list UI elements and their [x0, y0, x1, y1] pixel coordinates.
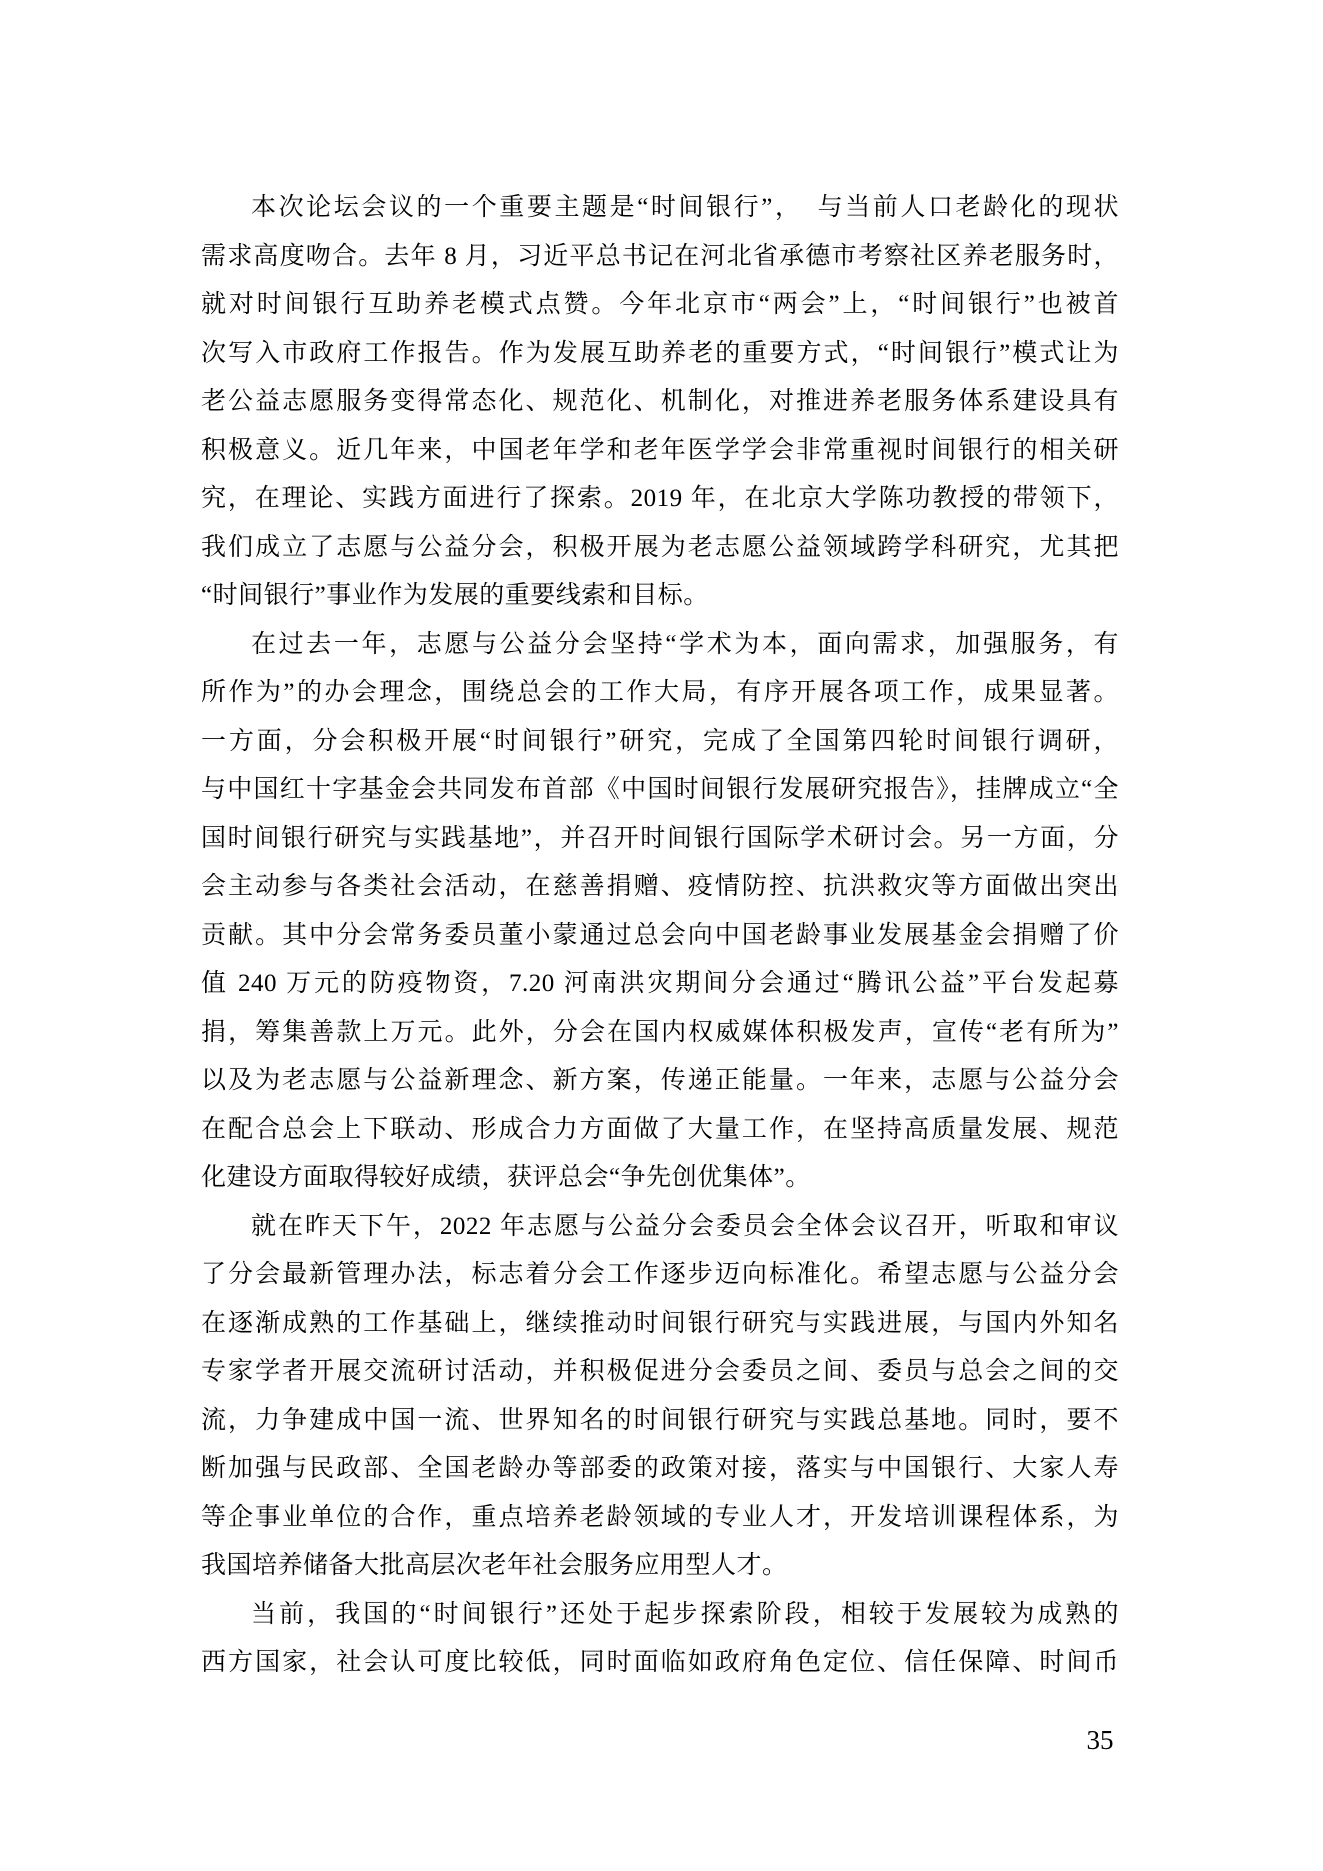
text-line-p1-l6: 积极意义。近几年来，中国老年学和老年医学学会非常重视时间银行的相关研	[201, 436, 1119, 464]
text-line-p3-l4: 专家学者开展交流研讨活动，并积极促进分会委员之间、委员与总会之间的交	[201, 1358, 1119, 1385]
text-line-p1-l5: 老公益志愿服务变得常态化、规范化、机制化，对推进养老服务体系建设具有	[201, 388, 1119, 415]
text-line-p1-l7: 究，在理论、实践方面进行了探索。2019 年，在北京大学陈功教授的带领下，	[201, 485, 1119, 512]
text-line-p2-l6: 会主动参与各类社会活动，在慈善捐赠、疫情防控、抗洪救灾等方面做出突出	[201, 873, 1119, 900]
text-line-p2-l10: 以及为老志愿与公益新理念、新方案，传递正能量。一年来，志愿与公益分会	[201, 1067, 1119, 1094]
text-line-p2-l7: 贡献。其中分会常务委员董小蒙通过总会向中国老龄事业发展基金会捐赠了价	[201, 921, 1119, 949]
text-line-p2-l9: 捐，筹集善款上万元。此外，分会在国内权威媒体积极发声，宣传“老有所为”	[201, 1018, 1119, 1046]
text-line-p3-l6: 断加强与民政部、全国老龄办等部委的政策对接，落实与中国银行、大家人寿	[201, 1455, 1119, 1482]
text-line-p2-l2: 所作为”的办会理念，围绕总会的工作大局，有序开展各项工作，成果显著。	[201, 679, 1119, 706]
text-line-p1-l3: 就对时间银行互助养老模式点赞。今年北京市“两会”上，“时间银行”也被首	[201, 291, 1119, 318]
text-line-p4-l1: 当前，我国的“时间银行”还处于起步探索阶段，相较于发展较为成熟的	[251, 1600, 1119, 1628]
text-line-p4-l2: 西方国家，社会认可度比较低，同时面临如政府角色定位、信任保障、时间币	[201, 1649, 1119, 1676]
text-line-p3-l1: 就在昨天下午，2022 年志愿与公益分会委员会全体会议召开，听取和审议	[251, 1212, 1119, 1240]
text-line-p3-l2: 了分会最新管理办法，标志着分会工作逐步迈向标准化。希望志愿与公益分会	[201, 1261, 1119, 1288]
text-line-p1-l1: 本次论坛会议的一个重要主题是“时间银行”， 与当前人口老龄化的现状	[251, 194, 1119, 221]
text-line-p1-l4: 次写入市政府工作报告。作为发展互助养老的重要方式，“时间银行”模式让为	[201, 339, 1119, 367]
text-line-p1-l8: 我们成立了志愿与公益分会，积极开展为老志愿公益领域跨学科研究，尤其把	[201, 533, 1119, 561]
text-line-p1-l2: 需求高度吻合。去年 8 月，习近平总书记在河北省承德市考察社区养老服务时，	[201, 242, 1119, 270]
text-line-p3-l8: 我国培养储备大批高层次老年社会服务应用型人才。	[201, 1552, 788, 1579]
text-line-p3-l5: 流，力争建成中国一流、世界知名的时间银行研究与实践总基地。同时，要不	[201, 1406, 1119, 1434]
text-line-p2-l3: 一方面，分会积极开展“时间银行”研究，完成了全国第四轮时间银行调研，	[201, 727, 1119, 755]
text-line-p2-l11: 在配合总会上下联动、形成合力方面做了大量工作，在坚持高质量发展、规范	[201, 1115, 1119, 1143]
text-line-p3-l7: 等企事业单位的合作，重点培养老龄领域的专业人才，开发培训课程体系，为	[201, 1503, 1119, 1531]
text-line-p2-l12: 化建设方面取得较好成绩，获评总会“争先创优集体”。	[201, 1164, 811, 1191]
text-line-p2-l8: 值 240 万元的防疫物资，7.20 河南洪灾期间分会通过“腾讯公益”平台发起募	[201, 970, 1119, 997]
text-line-p2-l4: 与中国红十字基金会共同发布首部《中国时间银行发展研究报告》，挂牌成立“全	[201, 776, 1119, 803]
text-line-p2-l5: 国时间银行研究与实践基地”，并召开时间银行国际学术研讨会。另一方面，分	[201, 824, 1119, 852]
body-text	[201, 184, 1119, 1688]
page-number: 35	[1086, 1725, 1114, 1755]
text-line-p3-l3: 在逐渐成熟的工作基础上，继续推动时间银行研究与实践进展，与国内外知名	[201, 1309, 1119, 1337]
text-line-p2-l1: 在过去一年，志愿与公益分会坚持“学术为本，面向需求，加强服务，有	[251, 630, 1119, 658]
text-line-p1-l9: “时间银行”事业作为发展的重要线索和目标。	[201, 582, 709, 609]
